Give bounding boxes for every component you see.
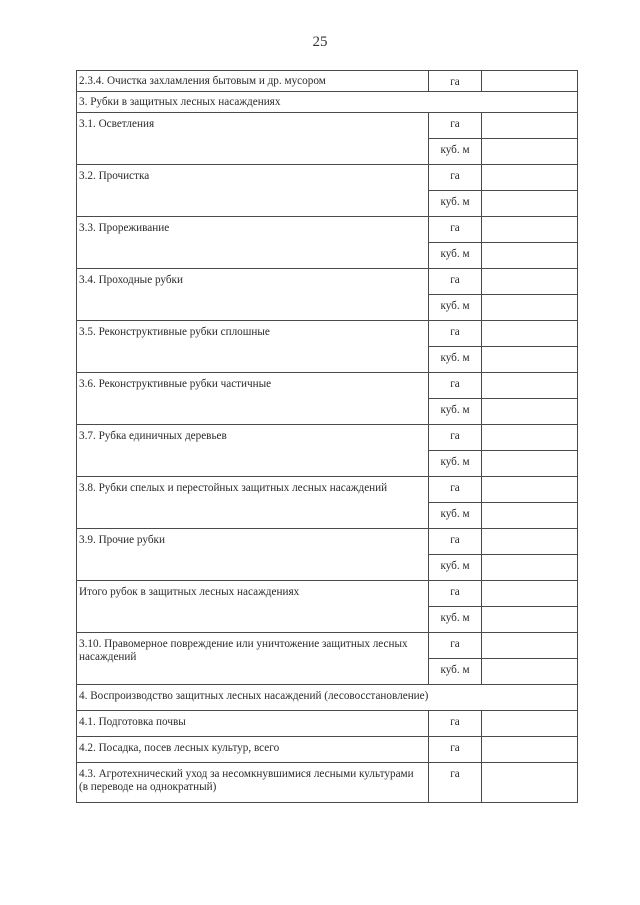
row-value xyxy=(482,633,578,659)
row-name: 3.6. Реконструктивные рубки частичные xyxy=(77,373,429,425)
row-value xyxy=(482,269,578,295)
row-unit: га xyxy=(429,711,482,737)
row-name: 3.2. Прочистка xyxy=(77,165,429,217)
table-row xyxy=(77,71,578,92)
row-value xyxy=(482,139,578,165)
row-value xyxy=(482,529,578,555)
forestry-table xyxy=(76,70,578,803)
row-name: 2.3.4. Очистка захламления бытовым и др. мусором xyxy=(77,71,429,92)
row-value xyxy=(482,581,578,607)
row-value xyxy=(482,555,578,581)
section-title: 3. Рубки в защитных лесных насаждениях xyxy=(77,92,578,113)
row-unit: куб. м xyxy=(429,503,482,529)
row-name: Итого рубок в защитных лесных насаждениях xyxy=(77,581,429,633)
row-value xyxy=(482,243,578,269)
row-unit: га xyxy=(429,581,482,607)
row-value xyxy=(482,607,578,633)
table-row xyxy=(77,763,578,803)
row-name: 4.3. Агротехнический уход за несомкнувшимися лесными культурами (в переводе на однократный) xyxy=(77,763,429,803)
row-value xyxy=(482,347,578,373)
row-unit: га xyxy=(429,425,482,451)
row-value xyxy=(482,71,578,92)
row-unit: га xyxy=(429,633,482,659)
section-title: 4. Воспроизводство защитных лесных насаждений (лесовосстановление) xyxy=(77,685,578,711)
table-row xyxy=(77,529,578,555)
row-name: 3.3. Прореживание xyxy=(77,217,429,269)
row-value xyxy=(482,451,578,477)
row-name: 3.1. Осветления xyxy=(77,113,429,165)
row-unit: га xyxy=(429,373,482,399)
table-row xyxy=(77,711,578,737)
row-unit: куб. м xyxy=(429,139,482,165)
row-value xyxy=(482,373,578,399)
row-unit: га xyxy=(429,477,482,503)
table-row xyxy=(77,217,578,243)
row-name: 3.8. Рубки спелых и перестойных защитных лесных насаждений xyxy=(77,477,429,529)
row-unit: га xyxy=(429,763,482,803)
row-unit: га xyxy=(429,529,482,555)
row-unit: га xyxy=(429,71,482,92)
row-unit: куб. м xyxy=(429,399,482,425)
row-unit: куб. м xyxy=(429,607,482,633)
row-unit: куб. м xyxy=(429,347,482,373)
row-name: 3.9. Прочие рубки xyxy=(77,529,429,581)
row-name: 4.1. Подготовка почвы xyxy=(77,711,429,737)
row-unit: куб. м xyxy=(429,451,482,477)
row-unit: куб. м xyxy=(429,659,482,685)
row-unit: га xyxy=(429,113,482,139)
table-row xyxy=(77,425,578,451)
row-value xyxy=(482,503,578,529)
table-row xyxy=(77,633,578,659)
row-value xyxy=(482,737,578,763)
row-name: 3.5. Реконструктивные рубки сплошные xyxy=(77,321,429,373)
section-row xyxy=(77,685,578,711)
page-number: 25 xyxy=(312,34,328,50)
row-name: 3.7. Рубка единичных деревьев xyxy=(77,425,429,477)
row-unit: га xyxy=(429,737,482,763)
row-value xyxy=(482,321,578,347)
row-unit: куб. м xyxy=(429,295,482,321)
row-unit: куб. м xyxy=(429,191,482,217)
table-row xyxy=(77,165,578,191)
row-name: 3.4. Проходные рубки xyxy=(77,269,429,321)
row-value xyxy=(482,425,578,451)
row-value xyxy=(482,659,578,685)
row-value xyxy=(482,399,578,425)
row-value xyxy=(482,217,578,243)
section-row xyxy=(77,92,578,113)
row-name: 3.10. Правомерное повреждение или уничтожение защитных лесных насаждений xyxy=(77,633,429,685)
table-row xyxy=(77,477,578,503)
table-row xyxy=(77,737,578,763)
table-row xyxy=(77,321,578,347)
row-value xyxy=(482,477,578,503)
row-name: 4.2. Посадка, посев лесных культур, всего xyxy=(77,737,429,763)
table-row xyxy=(77,269,578,295)
row-unit: га xyxy=(429,165,482,191)
table-row xyxy=(77,113,578,139)
row-unit: га xyxy=(429,321,482,347)
row-unit: га xyxy=(429,269,482,295)
row-unit: га xyxy=(429,217,482,243)
row-value xyxy=(482,711,578,737)
row-value xyxy=(482,295,578,321)
row-value xyxy=(482,763,578,803)
row-value xyxy=(482,191,578,217)
row-unit: куб. м xyxy=(429,243,482,269)
table-row xyxy=(77,581,578,607)
row-unit: куб. м xyxy=(429,555,482,581)
table-row xyxy=(77,373,578,399)
row-value xyxy=(482,113,578,139)
row-value xyxy=(482,165,578,191)
